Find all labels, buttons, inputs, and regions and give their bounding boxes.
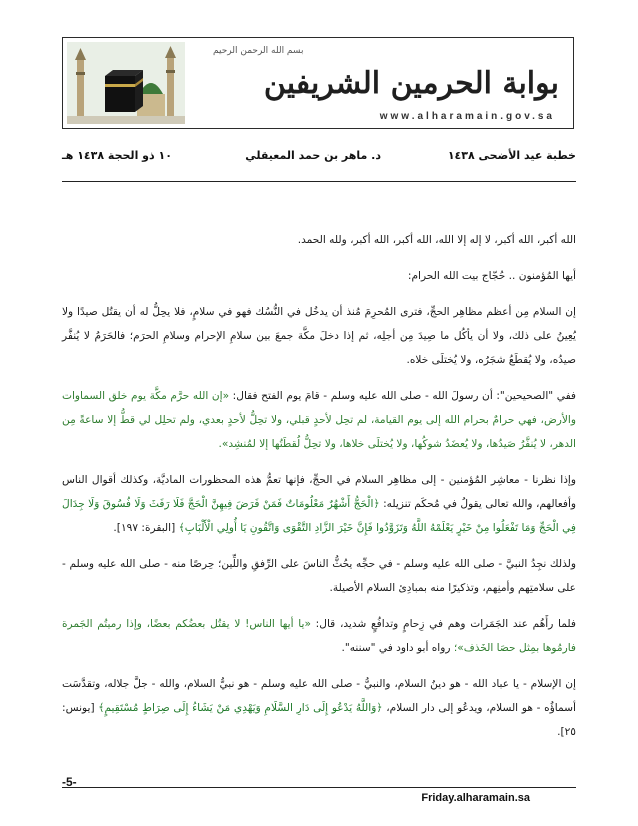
yunus-verse: ﴿وَاللَّهُ يَدْعُو إِلَى دَارِ السَّلَامِ وَيَهْدِي مَنْ يَشَاءُ إِلَى صِرَاطٍ مُسْتَقِيمٍ﴾ xyxy=(98,702,383,714)
preacher-name: د. ماهر بن حمد المعيقلي xyxy=(245,149,381,162)
header-banner xyxy=(62,37,574,129)
hadith-text: «إن الله حرَّم مكَّة يوم خلق السماوات والأرض، فهي حرامٌ بحرام الله إلى يوم القيامة، لم تحِل لأحدٍ قبلي، ولا تحِلُّ لأحدٍ بعدي، ولم تحلِل لي قطُّ إلا ساعةً مِن الدهر، لا يُنفَّرُ صَيدُها، ولا يُعضَدُ شوكُها، ولا يُختلَى خلاها، ولا تحِلُّ لُقطَتُها إلا لمُنشِد». xyxy=(62,390,576,450)
footer-divider xyxy=(62,787,576,788)
yunus-reference: [يونس: ٢٥]. xyxy=(62,702,576,738)
paragraph-address: أيها المُؤمنون .. حُجّاج بيت الله الحرام: xyxy=(407,270,576,282)
kaaba-mosque-icon xyxy=(67,42,185,124)
jamarat-intro: فلما رأَهُم عند الجَمَرات وهم في زِحامٍ وتدافُعٍ شديد، قال: xyxy=(315,618,576,630)
hadith-intro: ففي "الصحيحين": أن رسولَ الله - صلى الله عليه وسلم - قامَ يوم الفتح فقال: xyxy=(232,390,576,402)
paragraph-takbir: الله أكبر، الله أكبر، لا إله إلا الله، الله أكبر، الله أكبر، ولله الحمد. xyxy=(297,234,576,246)
paragraph-jamarat xyxy=(62,612,576,660)
sermon-body xyxy=(62,228,576,756)
verse-intro: وإذا نظرنا - معاشِر المُؤمنين - إلى مظاهِر السلام في الحجِّ، فإنها تعمُّ هذه المحظورات الماديَّة، وكذلك أقوال الناس وأفعالهم، والله تعالى يقولُ في مُحكَم تنزيله: xyxy=(62,474,577,510)
quran-verse: ﴿الْحَجُّ أَشْهُرٌ مَعْلُومَاتٌ فَمَنْ فَرَضَ فِيهِنَّ الْحَجَّ فَلَا رَفَثَ وَلَا فُسُوقَ وَلَا جِدَالَ فِي الْحَجِّ وَمَا تَفْعَلُوا مِنْ خَيْرٍ يَعْلَمْهُ اللَّهُ وَتَزَوَّدُوا فَإِنَّ خَيْرَ الزَّادِ التَّقْوَى وَاتَّقُونِ يَا أُولِي الْأَلْبَابِ﴾ xyxy=(62,498,576,534)
islam-peace-text: إن الإسلام - يا عباد الله - هو دينُ السلام، والنبيُّ - صلى الله عليه وسلم - هو نبيُّ السلام، والله - جلَّ جلاله، وتقدَّسَت أسماؤُه - هو السلام، ويدعُو إلى دار السلام، xyxy=(62,678,576,714)
paragraph-hajj-verse xyxy=(62,468,576,540)
paragraph-islam-peace xyxy=(62,672,576,744)
footer-site-link[interactable]: Friday.alharamain.sa xyxy=(421,792,530,804)
paragraph-gentleness: ولذلك نجِدُ النبيَّ - صلى الله عليه وسلم - في حجِّه يحُثُّ الناسَ على الرِّفقِ واللِّين؛ حِرصًا منه - صلى الله عليه وسلم - على سلامتِهم وأمنِهم، وتذكيرًا منه بمبادِئ السلام الأصيلة. xyxy=(62,558,576,594)
verse-reference: [البقرة: ١٩٧]. xyxy=(113,522,176,534)
haramain-illustration xyxy=(67,42,185,124)
portal-logo-title: بوابة الحرمين الشريفين xyxy=(263,66,559,101)
sermon-date: ١٠ ذو الحجة ١٤٣٨ هـ xyxy=(62,149,172,162)
header-divider xyxy=(62,181,576,182)
paragraph-salam-in-hajj: إن السلام مِن أعظم مظاهِر الحجِّ، فترى المُحرِمَ مُنذ أن يدخُل في النُّسُك فهو في سلامٍ، فلا يحِلُّ له أن يقتُل صيدًا ولا يُعِينُ على ذلك، ولا أن يأكُل ما صِيدَ مِن أجلِه، ثم إذا دخلَ مكَّة جمعَ بين سلامِ الإحرام وسلامِ الحرَم؛ فالحَرَمُ لا يُنفَّر صيدُه، ولا يُقطَعُ شجَرُه، ولا يُختلَى خلاه. xyxy=(62,306,576,366)
jamarat-hadith: «يا أيها الناس! لا يقتُل بعضُكم بعضًا، وإذا رميتُم الجَمرة فارمُوها بمِثل حصَا الخَذف»؛ xyxy=(62,618,576,654)
paragraph-hadith-makkah xyxy=(62,384,576,456)
sermon-info xyxy=(62,149,576,167)
page-number: -5- xyxy=(62,775,77,789)
portal-url[interactable]: www.alharamain.gov.sa xyxy=(379,111,555,122)
jamarat-reference: رواه أبو داود في "سننه". xyxy=(341,642,451,654)
sermon-title: خطبة عيد الأضحى ١٤٣٨ xyxy=(447,149,576,162)
basmala-text: بسم الله الرحمن الرحيم xyxy=(213,46,304,56)
